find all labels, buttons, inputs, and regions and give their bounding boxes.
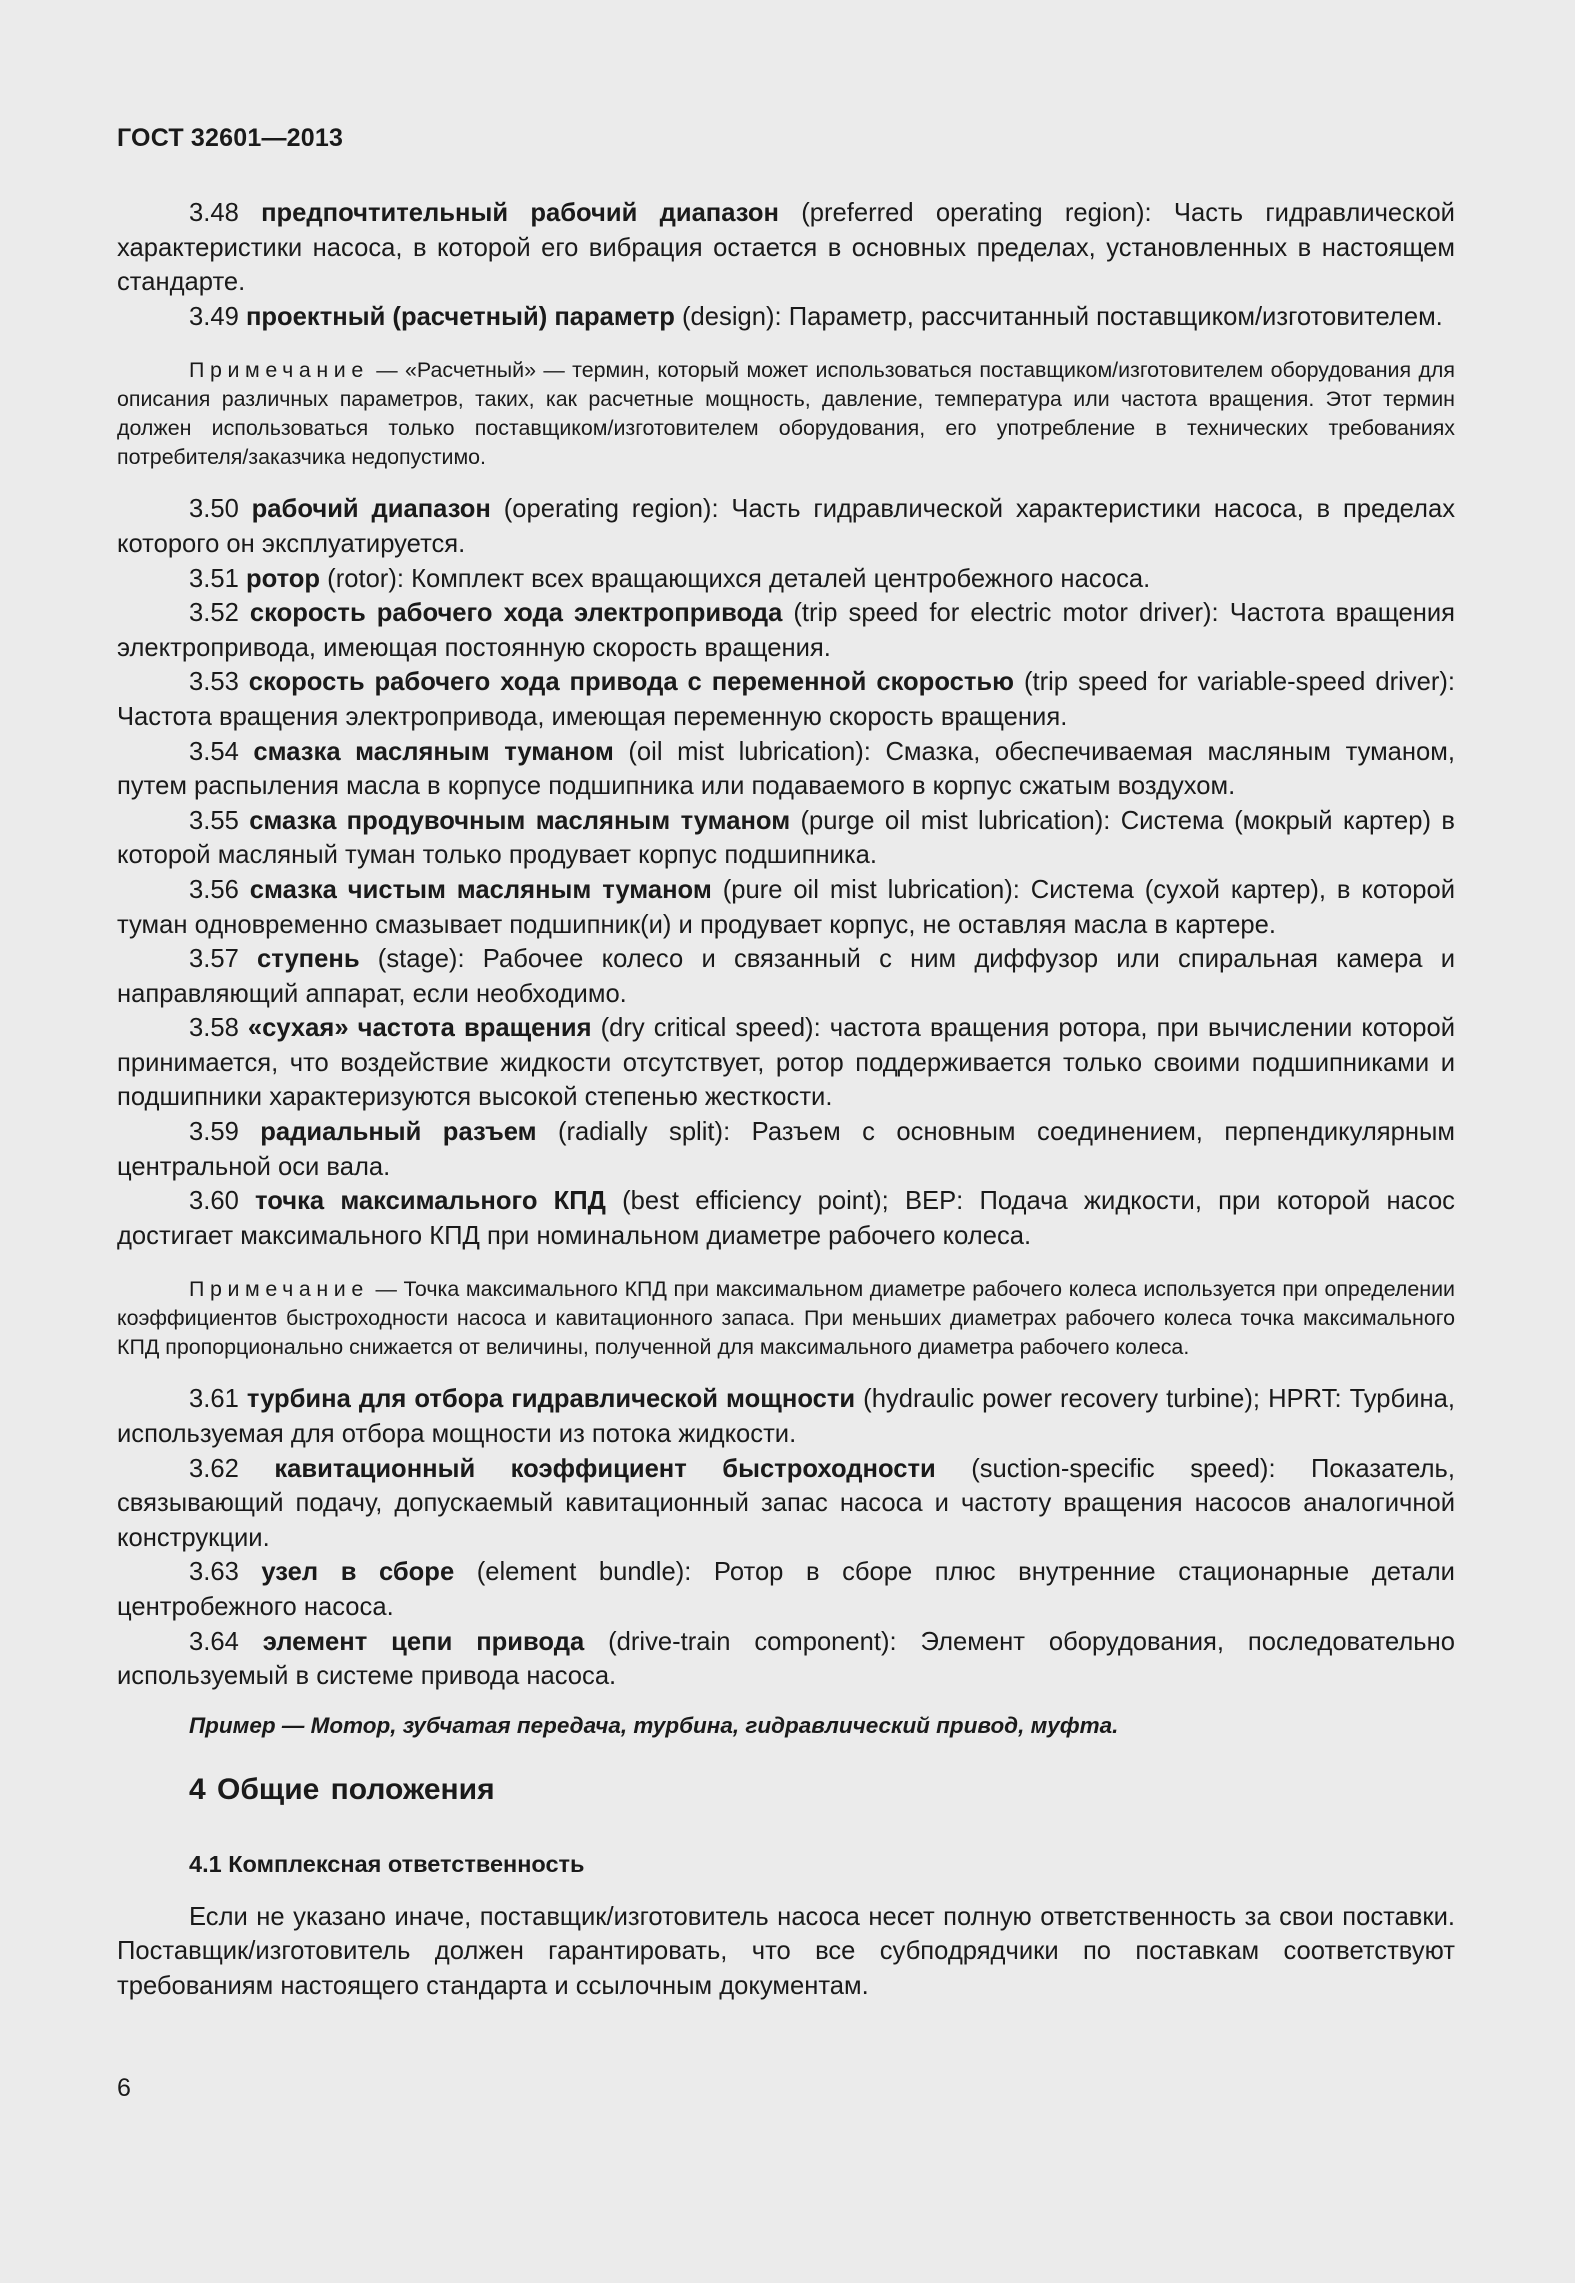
term-entry (117, 735, 1455, 804)
term-number: 3.50 (189, 495, 239, 524)
term-number: 3.58 (189, 1014, 239, 1043)
page-number: 6 (117, 2074, 131, 2102)
term-entry (117, 942, 1455, 1011)
term-number: 3.55 (189, 806, 239, 835)
term-name: смазка продувочным масляным туманом (249, 806, 791, 835)
term-definition: (preferred operating region): Часть гидравлической характеристики насоса, в которой его вибрация остается в основных пределах, установленных в настоящем стандарте. (117, 199, 1455, 297)
term-name: ступень (257, 945, 360, 974)
term-name: скорость рабочего хода привода с переменной скоростью (248, 668, 1014, 697)
term-number: 3.62 (189, 1454, 239, 1483)
term-number: 3.52 (189, 599, 239, 628)
term-definition: (radially split): Разъем с основным соединением, перпендикулярным центральной оси вала. (117, 1118, 1455, 1181)
note-label: Примечание (189, 1277, 369, 1302)
terms-list (117, 492, 1455, 1253)
term-definition: (dry critical speed): частота вращения ротора, при вычислении которой принимается, что воздействие жидкости отсутствует, ротор поддерживается только своими подшипниками и подшипники характеризуются высокой степенью жесткости. (117, 1014, 1456, 1112)
term-number: 3.51 (189, 564, 239, 593)
note-label: Примечание (189, 358, 369, 383)
term-number: 3.61 (189, 1385, 239, 1414)
term-entry (117, 596, 1455, 665)
term-entry (117, 492, 1455, 561)
term-definition: (rotor): Комплект всех вращающихся деталей центробежного насоса. (320, 564, 1151, 593)
term-number: 3.48 (189, 199, 239, 227)
term-name: элемент цепи привода (262, 1627, 585, 1656)
term-entry (117, 665, 1455, 734)
term-name: узел в сборе (261, 1558, 455, 1587)
term-entry (117, 1382, 1455, 1451)
term-definition: (purge oil mist lubrication): Система (мокрый картер) в которой масляный туман только продувает корпус подшипника. (117, 806, 1455, 870)
term-definition: (drive-train component): Элемент оборудования, последовательно используемый в системе привода насоса. (117, 1627, 1455, 1691)
term-entry (117, 196, 1455, 300)
term-definition: (element bundle): Ротор в сборе плюс внутренние стационарные детали центробежного насоса. (117, 1558, 1455, 1621)
term-definition: (operating region): Часть гидравлической характеристики насоса, в пределах которого он эксплуатируется. (117, 495, 1455, 558)
terms-list (117, 196, 1455, 334)
term-definition: (trip speed for electric motor driver): Частота вращения электропривода, имеющая постоянную скорость вращения. (117, 599, 1455, 662)
note-2 (117, 1275, 1455, 1362)
term-definition: (pure oil mist lubrication): Система (сухой картер), в которой туман одновременно смазывает подшипник(и) и продувает корпус, не оставляя масла в картере. (117, 875, 1455, 939)
subsection-heading: 4.1 Комплексная ответственность (189, 1850, 585, 1877)
term-number: 3.64 (189, 1627, 239, 1656)
term-name: смазка чистым масляным туманом (249, 875, 712, 904)
term-name: проектный (расчетный) параметр (245, 302, 675, 331)
term-name: «сухая» частота вращения (247, 1014, 592, 1043)
term-definition: (design): Параметр, рассчитанный поставщиком/изготовителем. (674, 302, 1443, 331)
section-heading: 4 Общие положения (189, 1772, 495, 1806)
term-number: 3.57 (189, 945, 239, 974)
term-definition: (hydraulic power recovery turbine); HPRT: Турбина, используемая для отбора мощности из потока жидкости. (117, 1385, 1455, 1449)
term-name: точка максимального КПД (255, 1187, 606, 1216)
term-number: 3.54 (189, 737, 239, 766)
term-number: 3.53 (189, 668, 239, 697)
terms-list (117, 1382, 1455, 1693)
note-text: — «Расчетный» — термин, который может использоваться поставщиком/изготовителем оборудования для описания различных параметров, таких, как расчетные мощность, давление, температура или частота вращения. Этот термин должен использоваться только поставщиком/изготовителем оборудования, его употребление в технических требованиях потребителя/заказчика недопустимо. (117, 358, 1455, 470)
section-paragraph: Если не указано иначе, поставщик/изготовитель насоса несет полную ответственность за свои поставки. Поставщик/изготовитель должен гарантировать, что все субподрядчики по поставкам соответствуют требованиям настоящего стандарта и ссылочным документам. (117, 1902, 1455, 2000)
term-number: 3.49 (189, 302, 239, 331)
term-number: 3.56 (189, 875, 239, 904)
term-name: предпочтительный рабочий диапазон (261, 199, 779, 227)
term-definition: (suction-specific speed): Показатель, связывающий подачу, допускаемый кавитационный запас насоса и частоту вращения насосов аналогичной конструкции. (117, 1454, 1455, 1552)
term-entry (117, 1011, 1455, 1115)
term-number: 3.63 (189, 1558, 239, 1587)
note-1 (117, 356, 1455, 472)
term-entry (117, 1184, 1455, 1253)
page-content (117, 196, 1455, 2004)
term-definition: (trip speed for variable-speed driver): Частота вращения электропривода, имеющая переменную скорость вращения. (117, 668, 1455, 731)
term-definition: (stage): Рабочее колесо и связанный с ним диффузор или спиральная камера и направляющий аппарат, если необходимо. (117, 945, 1455, 1008)
term-entry (117, 1625, 1455, 1694)
term-entry (117, 1452, 1455, 1556)
note-text: — Точка максимального КПД при максимальном диаметре рабочего колеса используется при определении коэффициентов быстроходности насоса и кавитационного запаса. При меньших диаметрах рабочего колеса точка максимального КПД пропорционально снижается от величины, полученной для максимального диаметра рабочего колеса. (117, 1277, 1455, 1360)
term-name: кавитационный коэффициент быстроходности (274, 1454, 936, 1483)
term-name: ротор (245, 564, 321, 593)
term-entry (117, 300, 1455, 335)
term-entry (117, 873, 1455, 942)
term-entry (117, 1555, 1455, 1624)
term-name: скорость рабочего хода электропривода (249, 599, 783, 628)
term-number: 3.59 (189, 1118, 239, 1147)
term-entry (117, 562, 1455, 597)
term-name: радиальный разъем (260, 1118, 537, 1147)
term-definition: (oil mist lubrication): Смазка, обеспечиваемая масляным туманом, путем распыления масла в корпусе подшипника или подаваемого в корпус сжатым воздухом. (117, 737, 1455, 801)
term-name: рабочий диапазон (251, 495, 491, 524)
document-header: ГОСТ 32601—2013 (117, 124, 344, 152)
term-entry (117, 804, 1455, 873)
term-entry (117, 1115, 1455, 1184)
term-number: 3.60 (189, 1187, 239, 1216)
term-definition: (best efficiency point); BEP: Подача жидкости, при которой насос достигает максимального КПД при номинальном диаметре рабочего колеса. (117, 1187, 1455, 1250)
example-text: Пример — Мотор, зубчатая передача, турбина, гидравлический привод, муфта. (189, 1712, 1119, 1738)
term-name: турбина для отбора гидравлической мощности (246, 1385, 856, 1414)
term-name: смазка масляным туманом (253, 737, 614, 766)
